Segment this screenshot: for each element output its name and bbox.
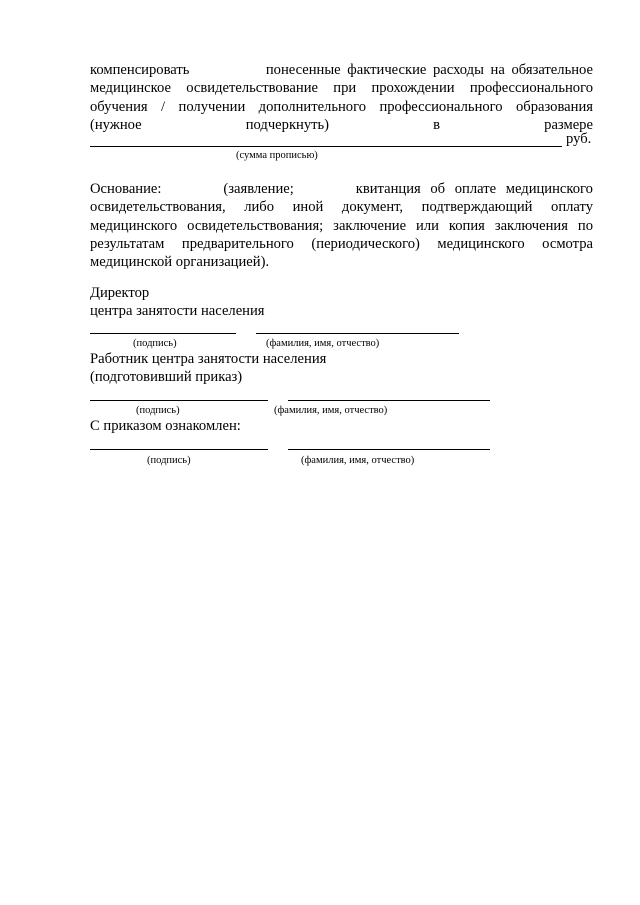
paragraph-line-4-part-2: подчеркнуть)	[245, 116, 330, 133]
acknowledged-title: С приказом ознакомлен:	[90, 418, 241, 434]
worker-note: (подготовивший приказ)	[90, 369, 243, 385]
worker-name-line	[288, 400, 490, 401]
director-signature-caption: (подпись)	[133, 338, 177, 349]
paragraph-line-4-part-4: размере	[544, 116, 593, 133]
worker-signature-line	[90, 400, 268, 401]
worker-title: Работник центра занятости населения	[90, 351, 327, 367]
paragraph-line-4	[90, 116, 593, 134]
basis-line-4: результатам предварительного (периодического) медицинского осмотра	[90, 235, 593, 252]
basis-line-5: медицинской организацией).	[90, 254, 270, 271]
basis-line-1	[90, 180, 593, 198]
basis-paragraph	[90, 180, 593, 271]
director-name-line	[256, 333, 459, 334]
director-signature-line	[90, 333, 236, 334]
director-title: Директор	[90, 285, 150, 301]
basis-line-1-part-2: (заявление;	[223, 181, 294, 197]
compensation-paragraph	[90, 61, 593, 134]
basis-line-3: медицинского освидетельствования; заключение или копия заключения по	[90, 217, 593, 234]
acknowledged-name-caption: (фамилия, имя, отчество)	[301, 455, 415, 466]
paragraph-line-4-part-1: (нужное	[90, 116, 142, 133]
paragraph-line-4-part-3: в	[433, 116, 441, 133]
director-name-caption: (фамилия, имя, отчество)	[266, 338, 380, 349]
acknowledged-signature-line	[90, 449, 268, 450]
basis-line-2: освидетельствования, либо иной документ, подтверждающий оплату	[90, 199, 593, 216]
acknowledged-name-line	[288, 449, 490, 450]
acknowledged-signature-caption: (подпись)	[147, 455, 191, 466]
basis-line-1-part-3: квитанция об оплате медицинского	[355, 181, 593, 197]
basis-line-1-part-1: Основание:	[90, 181, 162, 197]
paragraph-line-3: обучения / получении дополнительного профессионального образования	[90, 98, 593, 115]
amount-blank-line	[90, 146, 562, 147]
paragraph-line-2: медицинское освидетельствование при прохождении профессионального	[90, 80, 593, 97]
paragraph-line-1-part-2: понесенные фактические расходы на обязательное	[265, 62, 593, 78]
paragraph-line-1	[90, 61, 593, 79]
paragraph-line-1-part-1: компенсировать	[90, 62, 190, 78]
amount-caption: (сумма прописью)	[236, 150, 318, 161]
director-org: центра занятости населения	[90, 303, 265, 319]
worker-signature-caption: (подпись)	[136, 405, 180, 416]
amount-currency: руб.	[566, 131, 592, 147]
worker-name-caption: (фамилия, имя, отчество)	[274, 405, 388, 416]
